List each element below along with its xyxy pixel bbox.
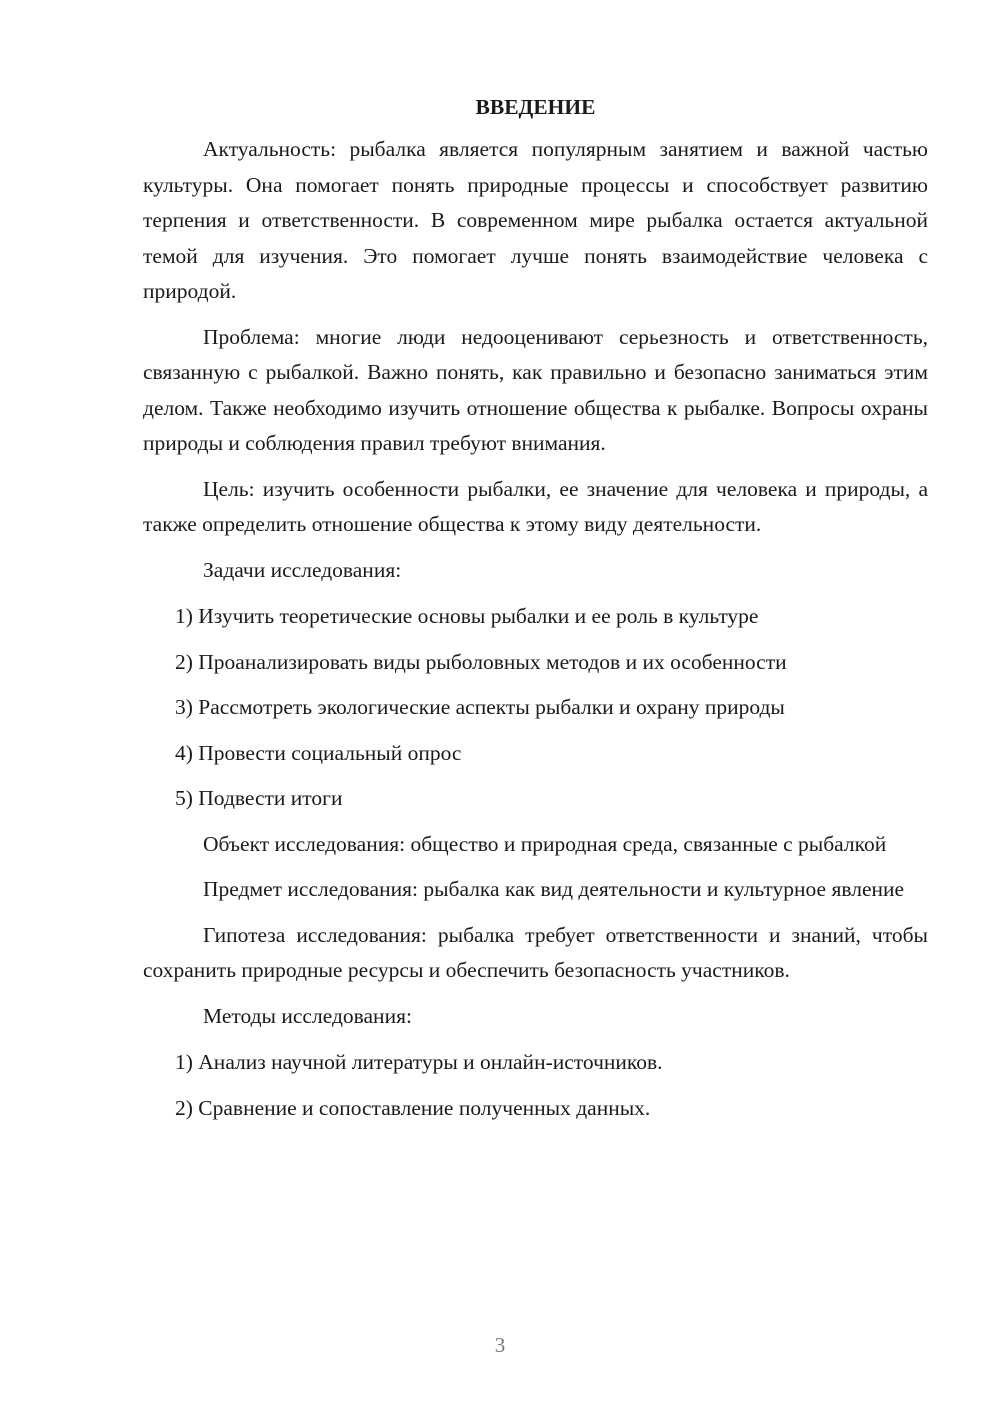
task-item-4: 4) Провести социальный опрос (175, 740, 462, 765)
problem-paragraph: Проблема: многие люди недооценивают серьезность и ответственность, связанную с рыбалкой. Важно понять, как правильно и безопасно заниматься этим делом. Также необходимо изучить отношение общества к рыбалке. Вопросы охраны природы и соблюдения правил требуют внимания. (143, 324, 928, 455)
page-title: ВВЕДЕНИЕ (475, 95, 596, 119)
hypothesis-paragraph: Гипотеза исследования: рыбалка требует ответственности и знаний, чтобы сохранить природные ресурсы и обеспечить безопасность участников. (143, 922, 928, 982)
tasks-heading: Задачи исследования: (203, 557, 402, 582)
page-number: 3 (494, 1333, 506, 1357)
task-item-3: 3) Рассмотреть экологические аспекты рыбалки и охрану природы (175, 695, 785, 719)
goal-paragraph: Цель: изучить особенности рыбалки, ее значение для человека и природы, а также определить отношение общества к этому виду деятельности. (143, 476, 928, 536)
subject-paragraph: Предмет исследования: рыбалка как вид деятельности и культурное явление (203, 877, 905, 901)
methods-heading: Методы исследования: (203, 1003, 412, 1028)
object-paragraph: Объект исследования: общество и природная среда, связанные с рыбалкой (203, 831, 887, 856)
task-item-5: 5) Подвести итоги (175, 786, 343, 810)
task-item-2: 2) Проанализировать виды рыболовных методов и их особенности (175, 649, 787, 674)
method-item-1: 1) Анализ научной литературы и онлайн-источников. (175, 1050, 663, 1074)
method-item-2: 2) Сравнение и сопоставление полученных данных. (175, 1095, 651, 1120)
document-page (143, 90, 928, 1136)
task-item-1: 1) Изучить теоретические основы рыбалки и ее роль в культуре (175, 604, 759, 628)
relevance-paragraph: Актуальность: рыбалка является популярным занятием и важной частью культуры. Она помогает понять природные процессы и способствует развитию терпения и ответственности. В современном мире рыбалка остается актуальной темой для изучения. Это помогает лучше понять взаимодействие человека с природой. (143, 137, 928, 303)
